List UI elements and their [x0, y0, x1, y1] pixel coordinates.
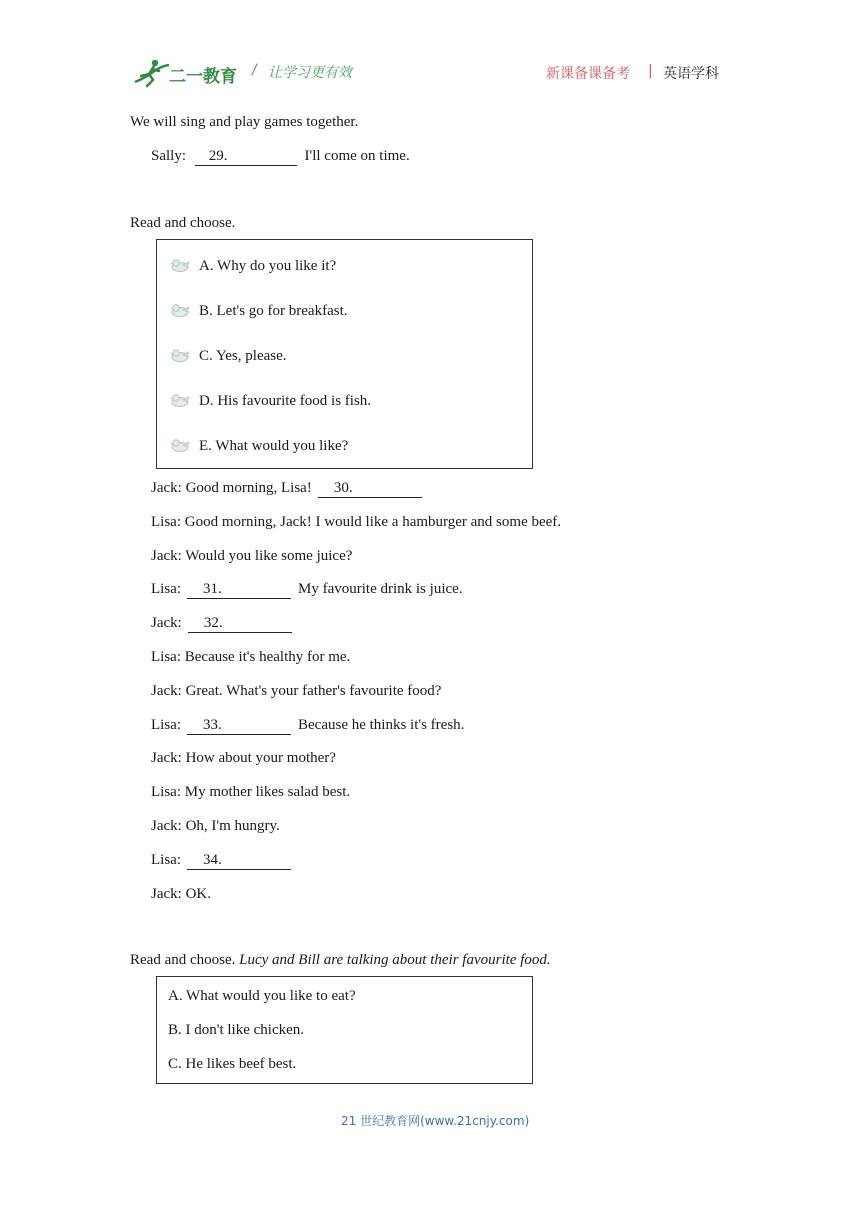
- option-item: C. He likes beef best.: [168, 1056, 297, 1072]
- dialogue-prefix: Jack:: [151, 615, 182, 632]
- option-label: A. Why do you like it?: [199, 258, 337, 274]
- section-instruction-2: [130, 950, 551, 970]
- option-item: [169, 256, 336, 276]
- sally-line: [151, 146, 410, 166]
- bird-icon: [169, 302, 191, 318]
- answer-blank[interactable]: 34.: [187, 852, 291, 870]
- speaker-prefix: Sally:: [151, 148, 187, 164]
- option-item: [169, 436, 348, 456]
- dialogue-line: [151, 748, 336, 768]
- option-item: [169, 391, 371, 411]
- answer-blank-29[interactable]: 29.: [195, 148, 297, 166]
- option-label: E. What would you like?: [199, 438, 349, 454]
- dialogue-prefix: Lisa:: [151, 581, 181, 598]
- bird-icon: [169, 257, 191, 273]
- dialogue-line: [151, 512, 561, 532]
- bird-icon: [169, 347, 191, 363]
- option-item: [169, 301, 348, 321]
- dialogue-prefix: Jack: Oh, I'm hungry.: [151, 818, 280, 834]
- runner-logo-icon: [131, 56, 171, 90]
- dialogue-prefix: Jack: How about your mother?: [151, 750, 336, 767]
- dialogue-prefix: Lisa: My mother likes salad best.: [151, 784, 351, 801]
- logo-text: 二一教育: [169, 67, 237, 87]
- header-slogan: 让学习更有效: [268, 65, 352, 81]
- dialogue-line: [151, 546, 352, 566]
- answer-blank[interactable]: 33.: [187, 717, 291, 735]
- dialogue-line: [151, 579, 463, 599]
- dialogue-suffix: My favourite drink is juice.: [298, 581, 463, 598]
- header-divider: |: [648, 63, 653, 79]
- speaker-suffix: I'll come on time.: [304, 148, 410, 164]
- option-item: B. I don't like chicken.: [168, 1022, 305, 1038]
- dialogue-prefix: Jack: Would you like some juice?: [151, 547, 353, 564]
- instruction-text: Read and choose.: [130, 952, 236, 968]
- answer-blank[interactable]: 31.: [187, 581, 291, 599]
- header-subject: 英语学科: [663, 66, 719, 82]
- options-box: [156, 239, 533, 469]
- dialogue-prefix: Jack: Good morning, Lisa!: [151, 480, 312, 496]
- dialogue-prefix: Lisa:: [151, 851, 181, 868]
- dialogue-prefix: Lisa: Good morning, Jack! I would like a hamburger and some beef.: [151, 513, 562, 530]
- footer-text: 21 世纪教育网(www.21cnjy.com): [341, 1114, 530, 1128]
- option-item: A. What would you like to eat?: [168, 988, 356, 1004]
- instruction-italic: Lucy and Bill are talking about their favourite food.: [239, 952, 551, 968]
- option-item: [169, 346, 287, 366]
- answer-blank[interactable]: 32.: [188, 615, 292, 633]
- dialogue-suffix: Because he thinks it's fresh.: [298, 716, 465, 733]
- dialogue-prefix: Lisa: Because it's healthy for me.: [151, 649, 351, 665]
- dialogue-line: [151, 647, 350, 667]
- dialogue-line: [151, 884, 211, 904]
- bird-icon: [169, 392, 191, 408]
- option-label: B. Let's go for breakfast.: [199, 303, 348, 319]
- header-separator: /: [252, 62, 257, 78]
- dialogue-line: [151, 613, 292, 633]
- bird-icon: [169, 437, 191, 453]
- dialogue-prefix: Lisa:: [151, 716, 181, 733]
- options-box-2: [156, 976, 533, 1084]
- dialogue-line: [151, 850, 291, 870]
- section-instruction: Read and choose.: [130, 215, 236, 231]
- option-label: C. Yes, please.: [199, 348, 287, 364]
- dialogue-prefix: Jack: Great. What's your father's favourite food?: [151, 682, 442, 699]
- dialogue-line: [151, 478, 422, 498]
- text-line: We will sing and play games together.: [130, 114, 359, 130]
- header-right-text: 新课备课备考: [546, 66, 630, 82]
- dialogue-line: [151, 816, 280, 836]
- dialogue-prefix: Jack: OK.: [151, 885, 211, 902]
- dialogue-line: [151, 681, 441, 701]
- dialogue-line: [151, 782, 350, 802]
- dialogue-line: [151, 715, 464, 735]
- option-label: D. His favourite food is fish.: [199, 393, 372, 409]
- answer-blank[interactable]: 30.: [318, 480, 422, 498]
